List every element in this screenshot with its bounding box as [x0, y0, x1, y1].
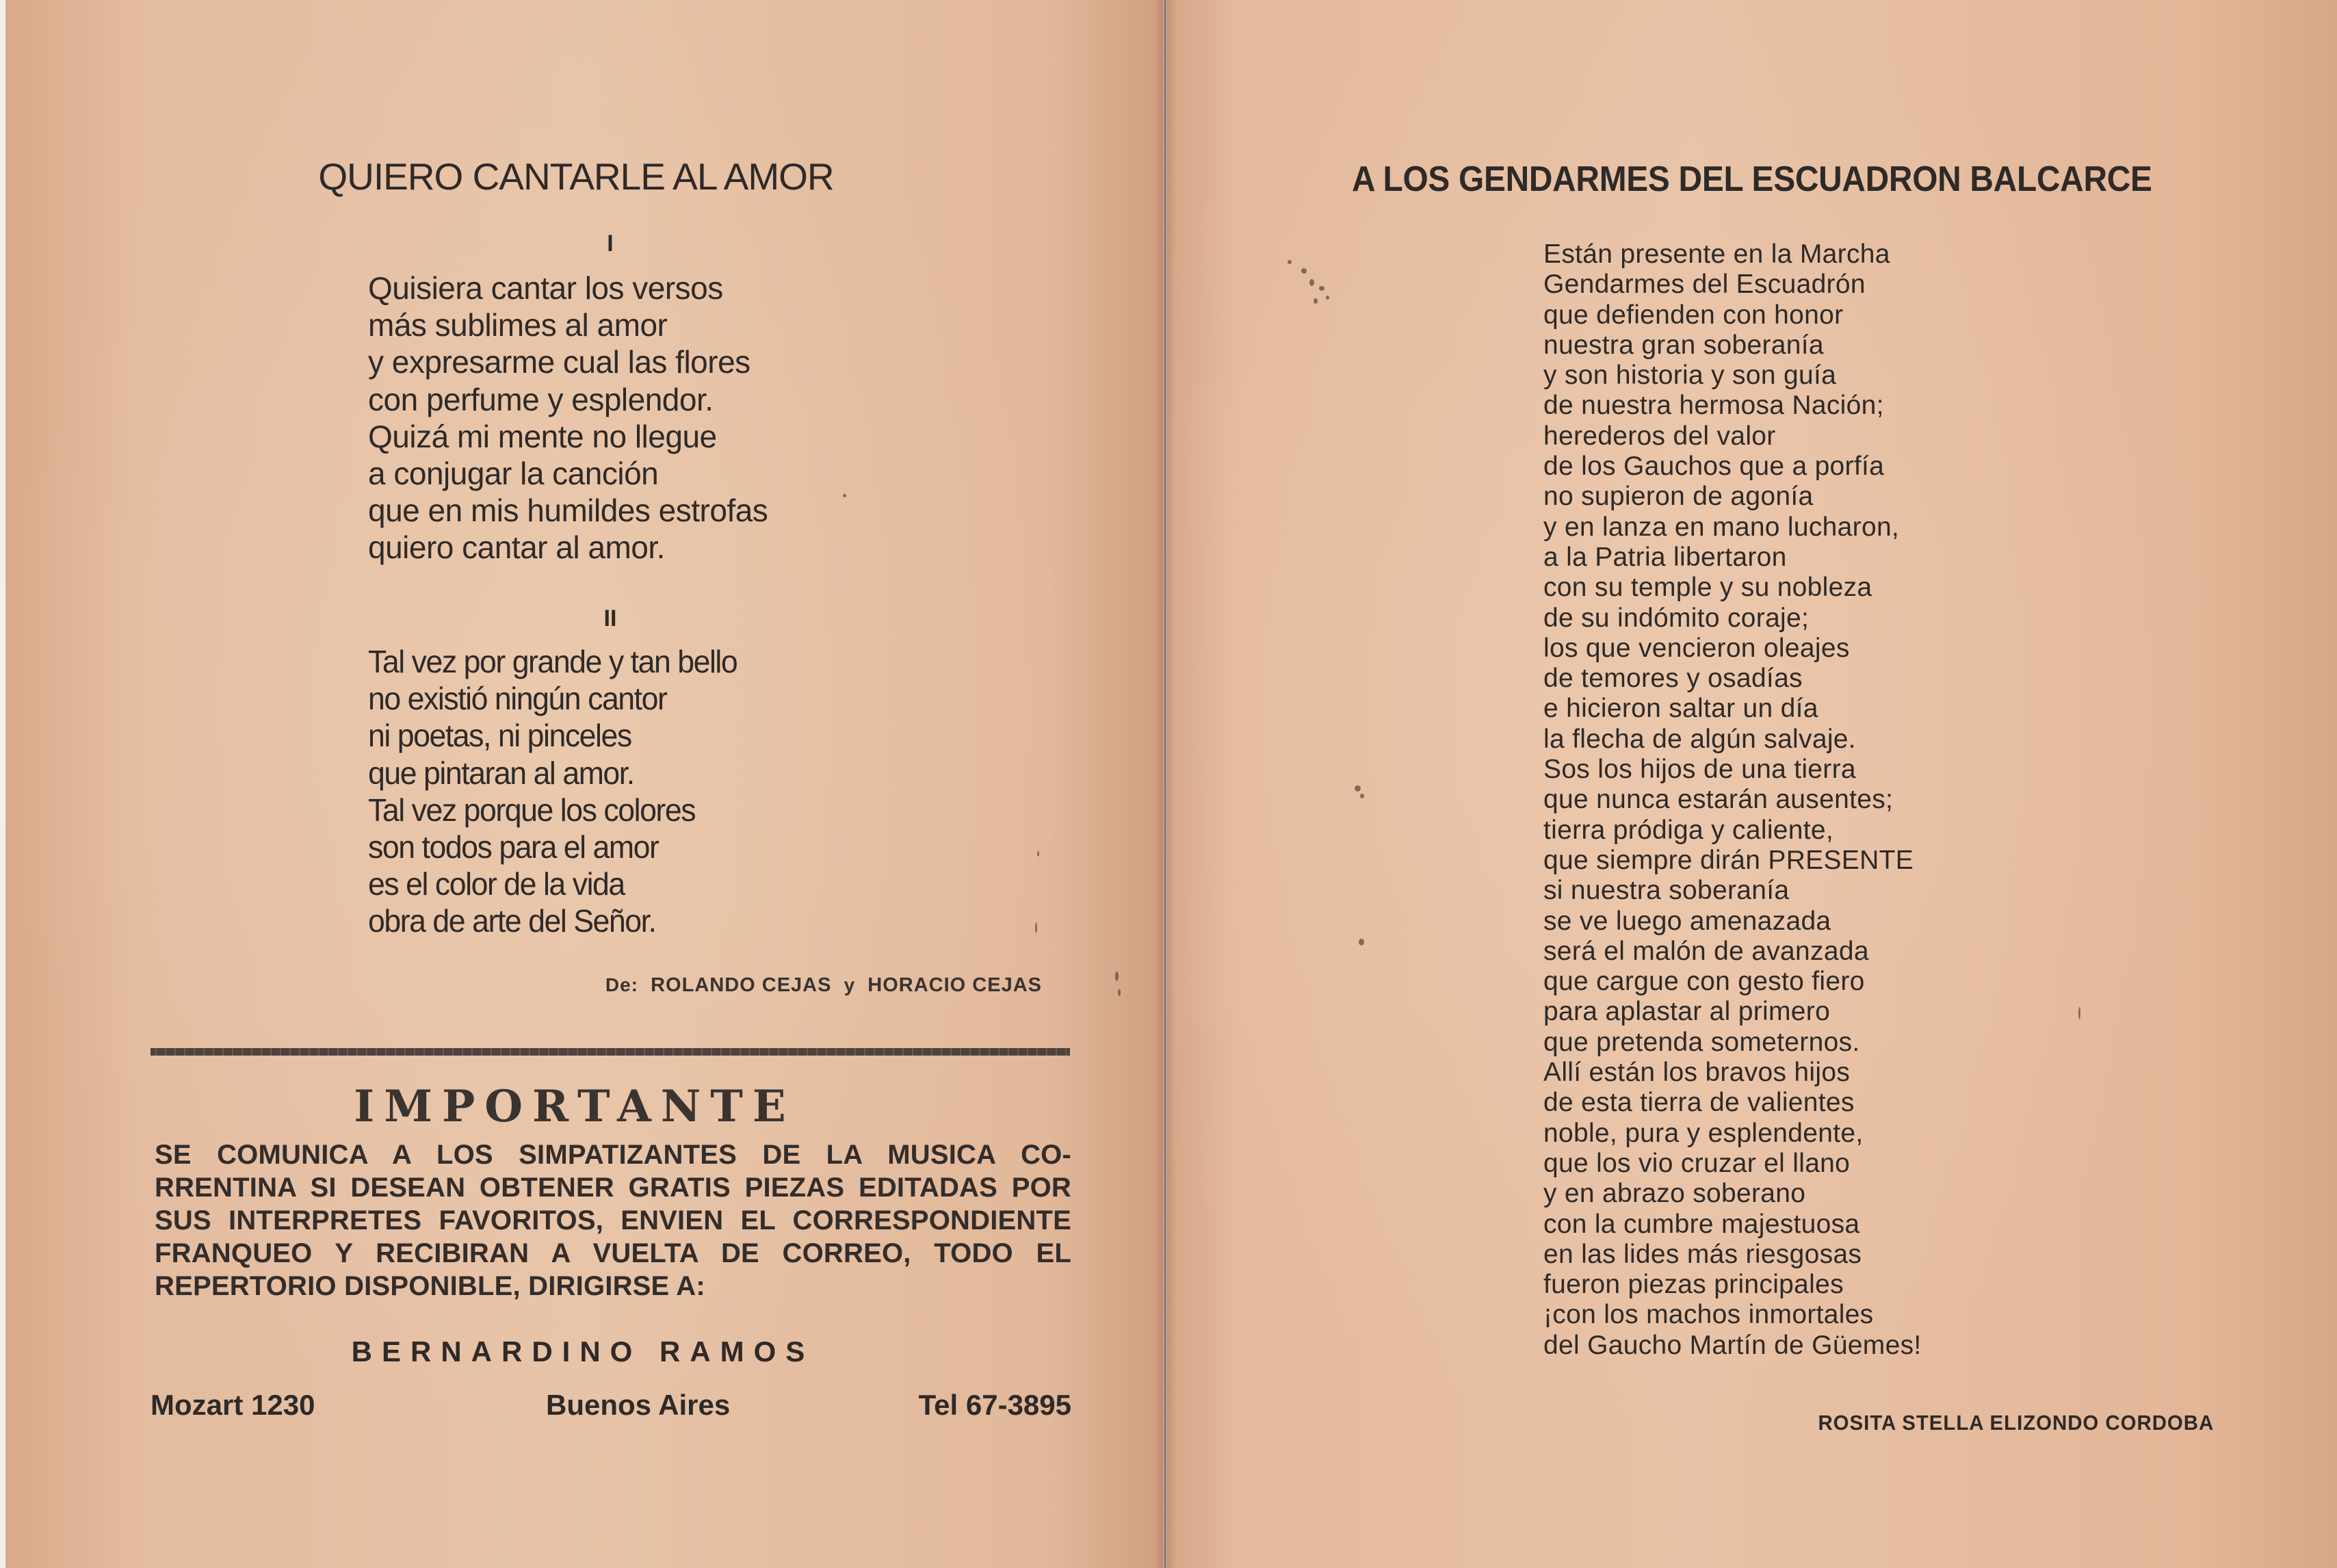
poem-line: en las lides más riesgosas: [1543, 1239, 1862, 1269]
notice-line: REPERTORIO DISPONIBLE, DIRIGIRSE A:: [155, 1271, 705, 1301]
poem-line: Sos los hijos de una tierra: [1543, 755, 1856, 785]
poem-line: y en abrazo soberano: [1543, 1179, 1806, 1209]
poem-line: la flecha de algún salvaje.: [1543, 724, 1856, 754]
poem-line: de los Gauchos que a porfía: [1543, 452, 1885, 482]
paper-stain: [1288, 260, 1292, 264]
poem-line: y en lanza en mano lucharon,: [1543, 512, 1900, 542]
paper-stain: [1301, 268, 1307, 274]
poem-line: del Gaucho Martín de Güemes!: [1543, 1330, 1922, 1360]
paper-stain: [1359, 939, 1364, 945]
poem-line: quiero cantar al amor.: [368, 530, 665, 566]
poem-line: Están presente en la Marcha: [1543, 239, 1890, 269]
poem-line: nuestra gran soberanía: [1543, 330, 1824, 360]
paper-stain: [2078, 1007, 2080, 1019]
stanza-1: [368, 270, 768, 566]
poem-line: Tal vez porque los colores: [368, 792, 696, 828]
contact-phone: Tel 67-3895: [918, 1389, 1071, 1421]
left-page: [5, 0, 1163, 1568]
right-poem: [1543, 239, 1922, 1361]
poem-line: de nuestra hermosa Nación;: [1543, 391, 1884, 421]
poem-line: tierra pródiga y caliente,: [1543, 815, 1834, 845]
poem-line: e hicieron saltar un día: [1543, 694, 1818, 724]
poem-credit: [605, 974, 1042, 997]
paper-stain: [1326, 296, 1329, 300]
poem-line: con perfume y esplendor.: [368, 381, 714, 417]
poem-line: con la cumbre majestuosa: [1543, 1209, 1860, 1239]
credit-author: HORACIO CEJAS: [867, 974, 1042, 996]
poem-line: más sublimes al amor: [368, 307, 668, 343]
poem-line: que pintaran al amor.: [368, 755, 634, 791]
poem-line: ni poetas, ni pinceles: [368, 718, 631, 754]
stanza-numeral: II: [603, 605, 617, 631]
paper-stain: [1037, 851, 1039, 857]
poem-line: con su temple y su nobleza: [1543, 573, 1872, 603]
poem-line: son todos para el amor: [368, 829, 659, 865]
poem-line: noble, pura y esplendente,: [1543, 1118, 1864, 1148]
poem-line: no supieron de agonía: [1543, 482, 1814, 512]
paper-stain: [1355, 785, 1361, 792]
poem-line: Tal vez por grande y tan bello: [368, 644, 737, 679]
poem-line: que pretenda someternos.: [1543, 1027, 1860, 1057]
poem-line: ¡con los machos inmortales: [1543, 1300, 1874, 1330]
credit-conjunction: y: [844, 974, 856, 995]
poem-line: se ve luego amenazada: [1543, 906, 1831, 936]
poem-line: Gendarmes del Escuadrón: [1543, 270, 1866, 300]
poem-line: Quizá mi mente no llegue: [368, 418, 717, 454]
notice-line: RRENTINA SI DESEAN OBTENER GRATIS PIEZAS EDITADAS POR: [155, 1173, 1071, 1203]
poem-line: que cargue con gesto fiero: [1543, 967, 1865, 997]
poem-line: es el color de la vida: [368, 866, 625, 902]
poem-line: que nunca estarán ausentes;: [1543, 785, 1894, 815]
paper-stain: [1319, 286, 1324, 291]
poem-line: no existió ningún cantor: [368, 681, 667, 717]
right-poem-title: A LOS GENDARMES DEL ESCUADRON BALCARCE: [1352, 159, 2152, 199]
book-spine: [1155, 0, 1175, 1568]
poem-line: si nuestra soberanía: [1543, 876, 1790, 906]
notice-heading: IMPORTANTE: [354, 1081, 796, 1132]
poem-line: que defienden con honor: [1543, 300, 1844, 330]
contact-address: Mozart 1230: [151, 1389, 315, 1421]
booklet-spread: [5, 0, 2337, 1568]
paper-stain: [1035, 922, 1037, 933]
paper-stain: [1309, 279, 1314, 286]
poem-line: de temores y osadías: [1543, 664, 1803, 694]
paper-stain: [843, 494, 846, 497]
contact-name: BERNARDINO RAMOS: [351, 1335, 815, 1368]
left-poem-title: QUIERO CANTARLE AL AMOR: [318, 155, 834, 198]
poem-line: de esta tierra de valientes: [1543, 1088, 1855, 1118]
paper-stain: [1115, 971, 1119, 981]
credit-prefix: De:: [605, 974, 638, 995]
poem-line: obra de arte del Señor.: [368, 903, 656, 939]
poem-line: que siempre dirán PRESENTE: [1543, 845, 1914, 875]
notice-line: SE COMUNICA A LOS SIMPATIZANTES DE LA MUSICA CO-: [155, 1140, 1071, 1170]
poem-line: fueron piezas principales: [1543, 1270, 1844, 1300]
divider-rule: [151, 1048, 1070, 1056]
contact-city: Buenos Aires: [546, 1389, 731, 1421]
poem-line: que en mis humildes estrofas: [368, 493, 768, 529]
paper-stain: [1314, 298, 1318, 304]
poem-line: y expresarme cual las flores: [368, 344, 750, 380]
poem-line: y son historia y son guía: [1543, 361, 1837, 391]
notice-body: [155, 1138, 1071, 1303]
paper-stain: [1360, 794, 1364, 798]
poem-line: herederos del valor: [1543, 421, 1776, 451]
poem-signature: ROSITA STELLA ELIZONDO CORDOBA: [1818, 1411, 2214, 1435]
credit-author: ROLANDO CEJAS: [651, 974, 832, 996]
notice-line: FRANQUEO Y RECIBIRAN A VUELTA DE CORREO, TODO EL: [155, 1238, 1071, 1268]
poem-line: de su indómito coraje;: [1543, 603, 1810, 633]
poem-line: los que vencieron oleajes: [1543, 633, 1850, 663]
poem-line: que los vio cruzar el llano: [1543, 1148, 1851, 1178]
notice-line: SUS INTERPRETES FAVORITOS, ENVIEN EL CORRESPONDIENTE: [155, 1205, 1071, 1236]
paper-stain: [1118, 989, 1121, 996]
poem-line: para aplastar al primero: [1543, 997, 1831, 1027]
poem-line: Allí están los bravos hijos: [1543, 1058, 1851, 1088]
poem-line: Quisiera cantar los versos: [368, 270, 723, 306]
poem-line: a conjugar la canción: [368, 456, 659, 492]
poem-line: a la Patria libertaron: [1543, 542, 1787, 572]
stanza-2: [368, 643, 737, 940]
right-page: [1167, 0, 2337, 1568]
stanza-numeral: I: [607, 231, 614, 257]
poem-line: será el malón de avanzada: [1543, 936, 1869, 966]
